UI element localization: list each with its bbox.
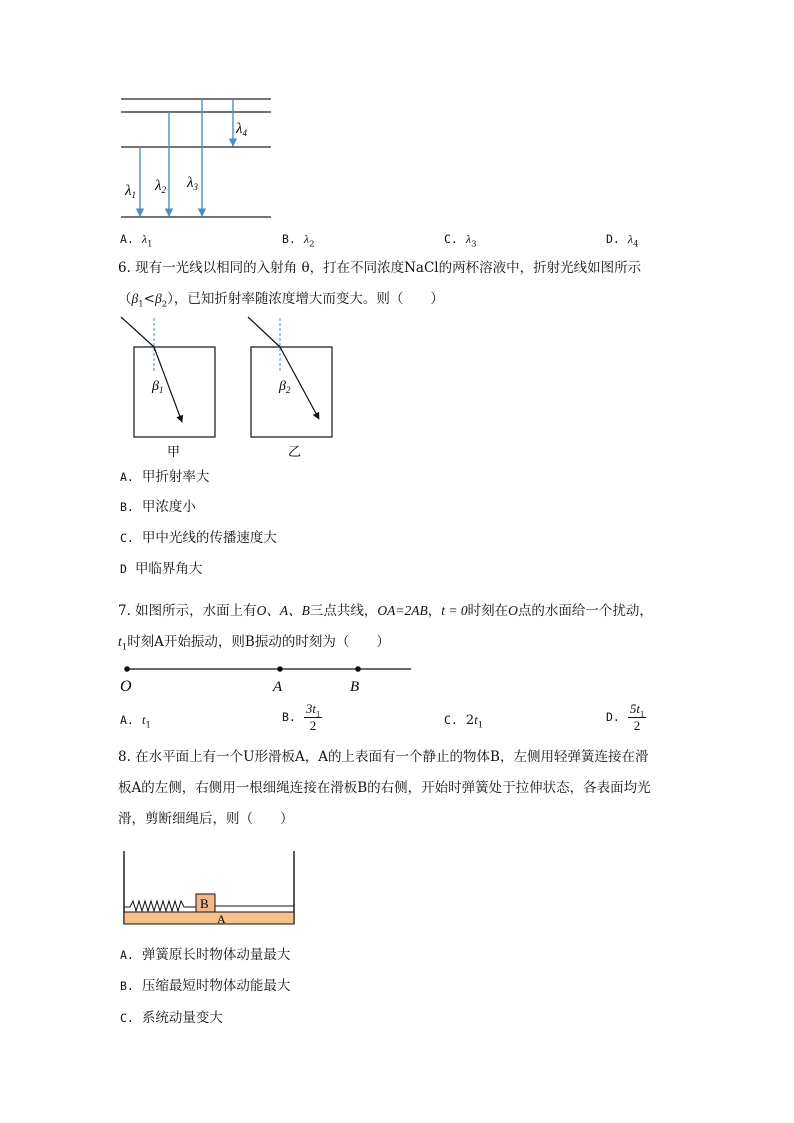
caption-right: 乙 bbox=[288, 444, 302, 459]
spring bbox=[124, 901, 196, 911]
label-a: A bbox=[217, 912, 226, 926]
point-o bbox=[124, 666, 130, 672]
collinear-points-figure bbox=[115, 660, 415, 696]
point-b bbox=[355, 666, 361, 672]
q5-option-d[interactable]: D. $\lambda_4$ bbox=[606, 232, 639, 250]
label-b: B bbox=[200, 896, 209, 911]
label-o: O bbox=[120, 678, 132, 695]
q7-stem-line2: $t_1$时刻A开始振动，则B振动的时刻为（ ） bbox=[118, 634, 390, 653]
q7-stem-line1: 7. 如图所示，水面上有O、A、B三点共线，OA=2AB，t = 0时刻在O点的水面给一个扰动， bbox=[118, 603, 653, 619]
angle-label-right: $\beta_2$ bbox=[279, 379, 291, 395]
u-plank-figure bbox=[118, 848, 300, 928]
refraction-figure bbox=[115, 312, 345, 462]
q8-stem-line1: 8. 在水平面上有一个U形滑板A，A的上表面有一个静止的物体B，左侧用轻弹簧连接在滑 bbox=[118, 749, 649, 765]
q7-option-a[interactable]: A. $t_1$ bbox=[120, 712, 151, 731]
q7-option-d[interactable]: D. $\frac{5t_1}{2}$ bbox=[606, 701, 645, 733]
q8-option-b[interactable]: B. 压缩最短时物体动能最大 bbox=[120, 978, 291, 994]
incident-ray-left bbox=[121, 317, 154, 347]
q8-stem-line3: 滑，剪断细绳后，则（ ） bbox=[118, 811, 294, 827]
q5-option-c[interactable]: C. $\lambda_3$ bbox=[444, 232, 477, 250]
fraction: $\frac{3t_1}{2}$ bbox=[305, 701, 321, 733]
q6-option-d[interactable]: D 甲临界角大 bbox=[120, 561, 203, 577]
beaker-left bbox=[134, 347, 215, 437]
incident-ray-right bbox=[248, 317, 280, 347]
q7-option-c[interactable]: C. $2t_1$ bbox=[444, 712, 484, 731]
q8-option-c[interactable]: C. 系统动量变大 bbox=[120, 1010, 223, 1026]
q7-option-b[interactable]: B. $\frac{3t_1}{2}$ bbox=[282, 701, 321, 733]
beaker-right bbox=[251, 347, 332, 437]
caption-left: 甲 bbox=[167, 444, 181, 459]
plank-a bbox=[124, 912, 294, 924]
label-lambda2: $\lambda_2$ bbox=[155, 178, 166, 195]
q6-option-c[interactable]: C. 甲中光线的传播速度大 bbox=[120, 530, 277, 546]
energy-level-diagram bbox=[115, 92, 280, 222]
q6-option-a[interactable]: A. 甲折射率大 bbox=[120, 469, 210, 485]
label-lambda4: $\lambda_4$ bbox=[236, 121, 247, 138]
q8-stem-line2: 板A的左侧，右侧用一根细绳连接在滑板B的右侧，开始时弹簧处于拉伸状态，各表面均光 bbox=[118, 780, 651, 796]
label-lambda1: $\lambda_1$ bbox=[125, 183, 136, 200]
q5-option-b[interactable]: B. $\lambda_2$ bbox=[282, 232, 315, 250]
label-b: B bbox=[350, 679, 360, 695]
label-lambda3: $\lambda_3$ bbox=[187, 175, 198, 192]
fraction: $\frac{5t_1}{2}$ bbox=[629, 701, 645, 733]
label-a: A bbox=[273, 679, 283, 695]
q6-stem-line2: $(\beta_1<\beta_2)$，已知折射率随浓度增大而变大。则（ ） bbox=[118, 291, 444, 310]
q8-option-a[interactable]: A. 弹簧原长时物体动量最大 bbox=[120, 947, 291, 963]
q6-option-b[interactable]: B. 甲浓度小 bbox=[120, 499, 196, 515]
q6-stem-line1: 6. 现有一光线以相同的入射角 θ，打在不同浓度NaCl的两杯溶液中，折射光线如图所示 bbox=[118, 260, 642, 276]
angle-label-left: $\beta_1$ bbox=[152, 379, 164, 395]
q5-option-a[interactable]: A. $\lambda_1$ bbox=[120, 232, 153, 250]
point-a bbox=[277, 666, 283, 672]
